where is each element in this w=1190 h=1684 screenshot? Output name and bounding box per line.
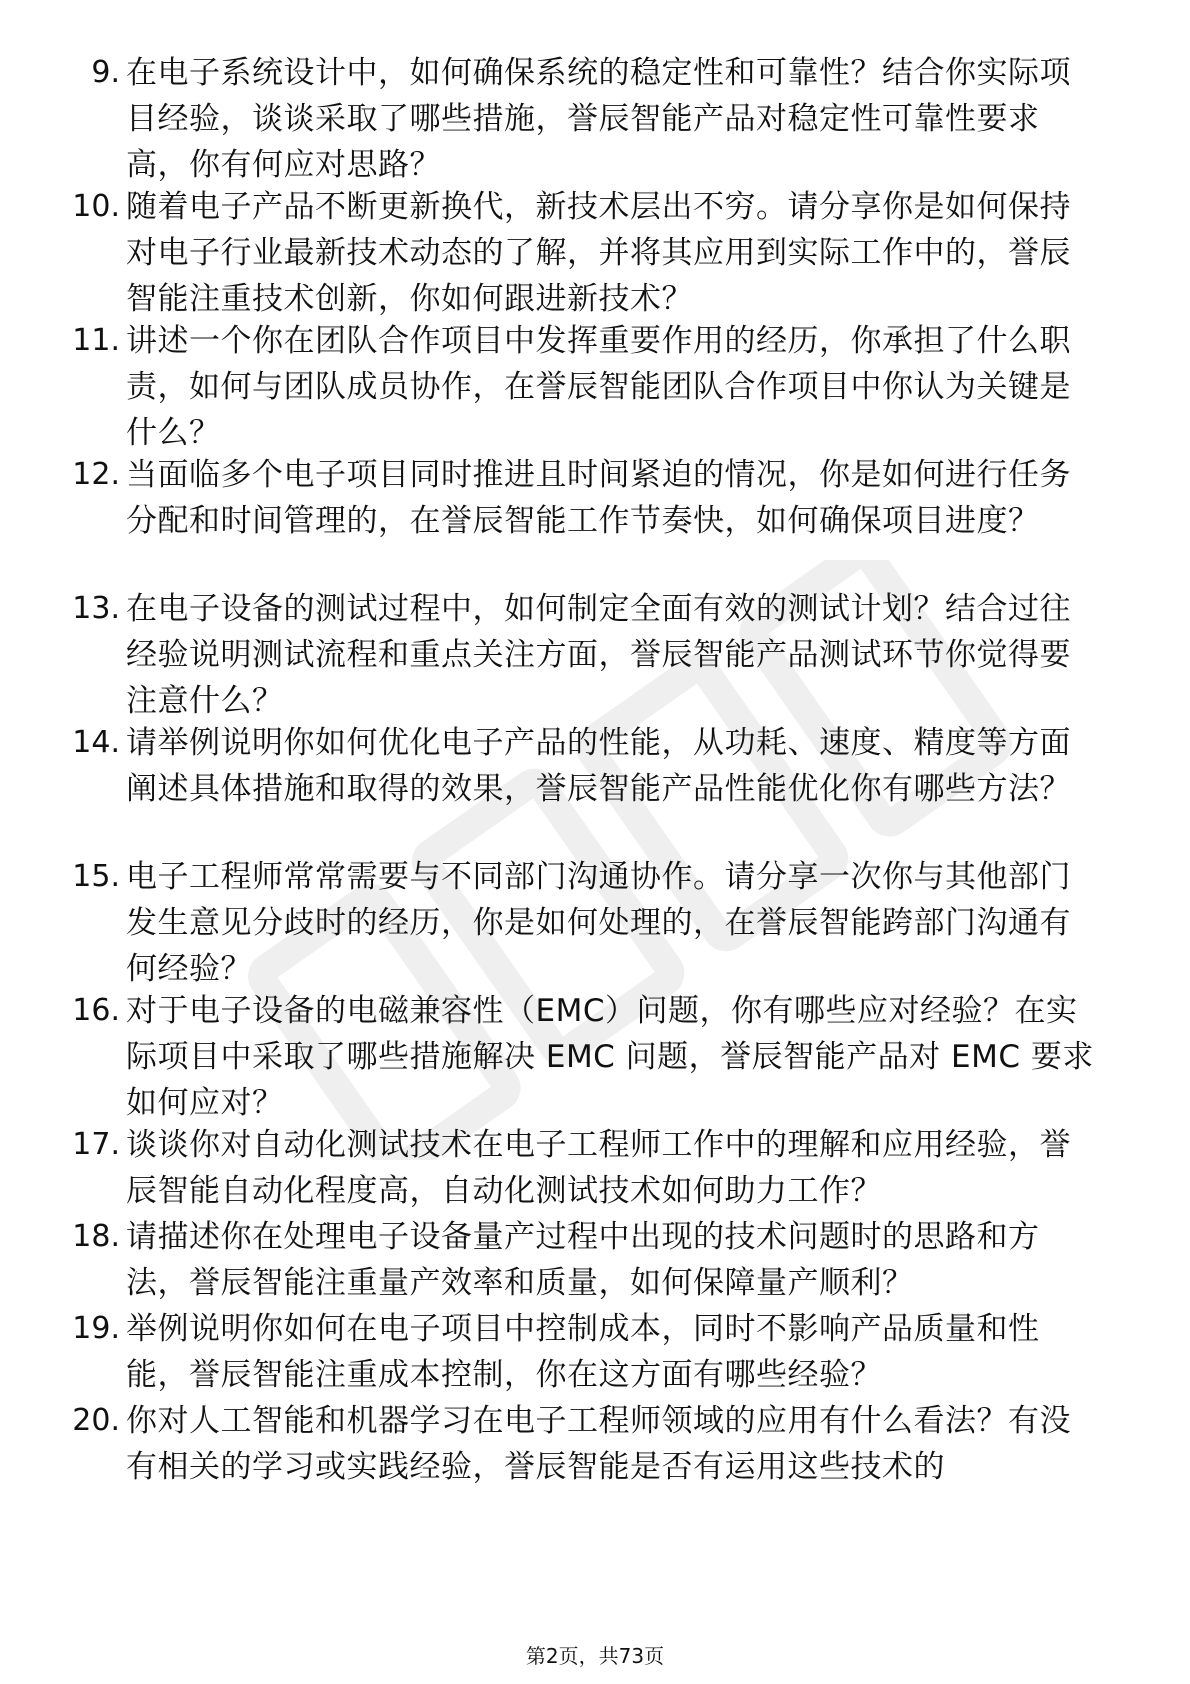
- question-number: 18.: [72, 1219, 120, 1254]
- question-text: 举例说明你如何在电子项目中控制成本，同时不影响产品质量和性能，誉辰智能注重成本控制，你在这方面有哪些经验？: [126, 1311, 1040, 1393]
- question-number: 11.: [72, 323, 120, 358]
- question-number: 16.: [72, 993, 120, 1028]
- question-text: 谈谈你对自动化测试技术在电子工程师工作中的理解和应用经验，誉辰智能自动化程度高，自动化测试技术如何助力工作？: [126, 1127, 1071, 1209]
- question-number: 19.: [72, 1311, 120, 1346]
- page-footer: 第2页，共73页: [525, 1644, 665, 1668]
- question-number: 9.: [91, 55, 120, 90]
- question-text: 对于电子设备的电磁兼容性（EMC）问题，你有哪些应对经验？在实际项目中采取了哪些措施解决 EMC 问题，誉辰智能产品对 EMC 要求如何应对？: [126, 993, 1094, 1121]
- question-text: 随着电子产品不断更新换代，新技术层出不穷。请分享你是如何保持对电子行业最新技术动态的了解，并将其应用到实际工作中的，誉辰智能注重技术创新，你如何跟进新技术？: [126, 189, 1071, 317]
- question-text: 你对人工智能和机器学习在电子工程师领域的应用有什么看法？有没有相关的学习或实践经验，誉辰智能是否有运用这些技术的: [126, 1403, 1071, 1485]
- question-text: 请描述你在处理电子设备量产过程中出现的技术问题时的思路和方法，誉辰智能注重量产效率和质量，如何保障量产顺利？: [126, 1219, 1040, 1301]
- question-number: 20.: [72, 1403, 120, 1438]
- question-text: 在电子设备的测试过程中，如何制定全面有效的测试计划？结合过往经验说明测试流程和重点关注方面，誉辰智能产品测试环节你觉得要注意什么？: [126, 591, 1071, 719]
- question-number: 17.: [72, 1127, 120, 1162]
- question-number: 10.: [72, 189, 120, 224]
- question-number: 12.: [72, 457, 120, 492]
- question-text: 当面临多个电子项目同时推进且时间紧迫的情况，你是如何进行任务分配和时间管理的，在誉辰智能工作节奏快，如何确保项目进度？: [126, 457, 1071, 539]
- question-text: 讲述一个你在团队合作项目中发挥重要作用的经历，你承担了什么职责，如何与团队成员协作，在誉辰智能团队合作项目中你认为关键是什么？: [126, 323, 1071, 451]
- question-text: 请举例说明你如何优化电子产品的性能，从功耗、速度、精度等方面阐述具体措施和取得的效果，誉辰智能产品性能优化你有哪些方法？: [126, 725, 1071, 807]
- question-number: 13.: [72, 591, 120, 626]
- question-text: 在电子系统设计中，如何确保系统的稳定性和可靠性？结合你实际项目经验，谈谈采取了哪些措施，誉辰智能产品对稳定性可靠性要求高，你有何应对思路？: [126, 55, 1071, 183]
- question-text: 电子工程师常常需要与不同部门沟通协作。请分享一次你与其他部门发生意见分歧时的经历，你是如何处理的，在誉辰智能跨部门沟通有何经验？: [126, 859, 1071, 987]
- question-number: 14.: [72, 725, 120, 760]
- question-number: 15.: [72, 859, 120, 894]
